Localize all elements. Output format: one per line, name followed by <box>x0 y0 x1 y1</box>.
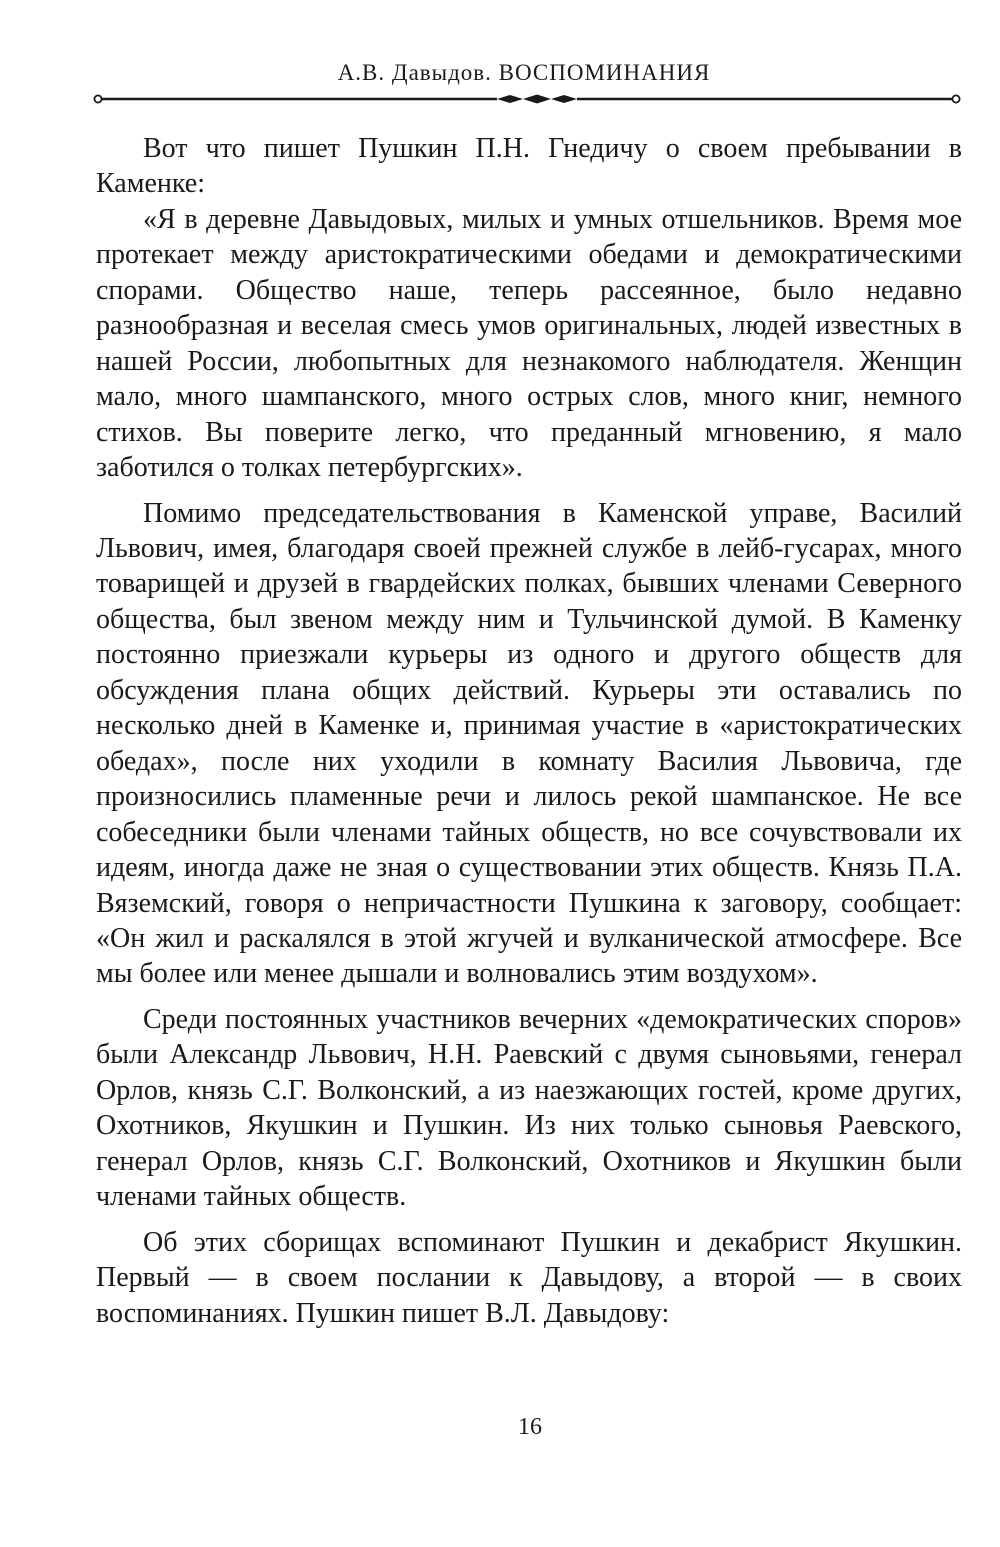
rule-center-ornament <box>497 95 577 104</box>
running-head: А.В. Давыдов. ВОСПОМИНАНИЯ <box>337 60 711 85</box>
rule-left-end-circle <box>94 95 101 102</box>
page-number: 16 <box>518 1414 542 1440</box>
paragraph-2: «Я в деревне Давыдовых, милых и умных отшельников. Время мое протекает между аристократическими обедами и демократическими спорами. Общество наше, теперь рассеянное, было недавно разнообразная и веселая смесь умов оригинальных, людей известных в нашей России, любопытных для незнакомого наблюдателя. Женщин мало, много шампанского, много острых слов, много книг, немного стихов. Вы поверите легко, что преданный мгновению, я мало заботился о толках петербургских». <box>96 203 962 484</box>
rule-right-end-circle <box>952 95 959 102</box>
paragraph-3: Помимо председательствования в Каменской управе, Василий Львович, имея, благодаря своей прежней службе в лейб-гусарах, много товарищей и друзей в гвардейских полках, бывших членами Северного общества, был звеном между ним и Тульчинской думой. В Каменку постоянно приезжали курьеры из одного и другого обществ для обсуждения плана общих действий. Курьеры эти оставались по несколько дней в Каменке и, принимая участие в «аристократических обедах», после них уходили в комнату Василия Львовича, где произносились пламенные речи и лилось рекой шампанское. Не все собеседники были членами тайных обществ, но все сочувствовали их идеям, иногда даже не зная о существовании этих обществ. Князь П.А. Вяземский, говоря о непричастности Пушкина к заговору, сообщает: «Он жил и раскалялся в этой жгучей и вулканической атмосфере. Все мы более или менее дышали и волновались этим воздухом». <box>96 497 962 990</box>
paragraph-4: Среди постоянных участников вечерних «демократических споров» были Александр Львович, Н.Н. Раевский с двумя сыновьями, генерал Орлов, князь С.Г. Волконский, а из наезжающих гостей, кроме других, Охотников, Якушкин и Пушкин. Из них только сыновья Раевского, генерал Орлов, князь С.Г. Волконский, Охотников и Якушкин были членами тайных обществ. <box>96 1003 962 1213</box>
main-text <box>96 131 962 1331</box>
paragraph-1: Вот что пишет Пушкин П.Н. Гнедичу о своем пребывании в Каменке: <box>96 133 962 200</box>
header-ornament-rule <box>92 90 962 108</box>
paragraph-5: Об этих сборищах вспоминают Пушкин и декабрист Якушкин. Первый — в своем послании к Давыдову, а второй — в своих воспоминаниях. Пушкин пишет В.Л. Давыдову: <box>96 1226 962 1329</box>
